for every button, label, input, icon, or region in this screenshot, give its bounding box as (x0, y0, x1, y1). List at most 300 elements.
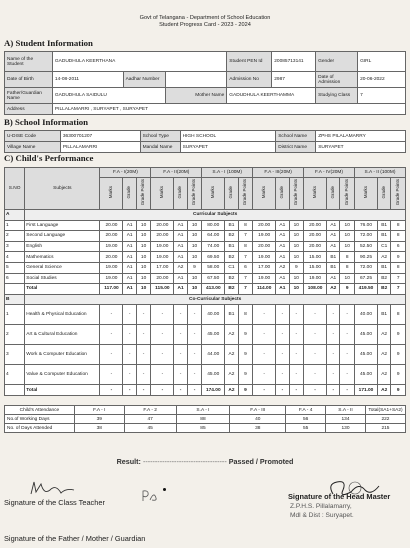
sub-header-text: Grade Points (191, 179, 197, 206)
row-no: 5 (5, 262, 25, 273)
score-cell: - (327, 305, 340, 325)
sno-header: S.NO (5, 168, 25, 210)
stamp-line-1: Z.P.H.S. Pillalamarry, (290, 503, 352, 510)
score-cell: A1 (123, 241, 136, 252)
total-row (5, 385, 406, 396)
score-cell: B2 (378, 284, 391, 295)
score-cell: 9 (391, 385, 406, 396)
score-cell: 8 (391, 220, 406, 231)
exam-header: F.A - IV(20M) (304, 168, 355, 178)
score-cell: A2 (378, 325, 391, 345)
score-cell: A2 (276, 262, 289, 273)
score-cell: 10 (340, 220, 355, 231)
section-label: Curricular Subjects (25, 210, 406, 221)
admission-no-label: Admission No (227, 72, 272, 88)
score-cell: - (289, 325, 304, 345)
sub-header-marks (100, 178, 123, 210)
score-cell: 17.00 (253, 262, 276, 273)
score-cell: A2 (378, 385, 391, 396)
score-cell: 9 (238, 385, 253, 396)
score-cell: - (100, 345, 123, 365)
attendance-value: 215 (365, 424, 405, 433)
score-cell: 19.00 (304, 273, 327, 284)
score-cell: 10 (289, 241, 304, 252)
score-cell: 52.50 (354, 241, 377, 252)
class-value: 7 (358, 88, 406, 104)
score-cell: - (289, 385, 304, 396)
score-cell: 10 (187, 220, 202, 231)
score-cell: 10 (187, 252, 202, 263)
sub-header-marks (354, 178, 377, 210)
section-letter: B (5, 294, 25, 305)
score-cell: 19.00 (253, 252, 276, 263)
score-cell: 9 (238, 365, 253, 385)
score-cell: - (289, 365, 304, 385)
score-cell: 10 (289, 220, 304, 231)
attendance-value: 38 (230, 424, 286, 433)
attendance-table (4, 405, 406, 433)
mandal-value: SURYAPET (180, 142, 276, 153)
score-cell: - (253, 385, 276, 396)
sub-header-points (238, 178, 253, 210)
score-cell: 174.00 (202, 385, 225, 396)
sub-header-text: Marks (260, 186, 266, 199)
score-cell: 108.00 (304, 284, 327, 295)
score-cell: 9 (391, 252, 406, 263)
score-cell: B1 (378, 220, 391, 231)
score-cell: 7 (391, 273, 406, 284)
village-label: Village Name (5, 142, 61, 153)
score-cell: - (174, 385, 187, 396)
score-cell: - (151, 305, 174, 325)
address-label: Address (5, 104, 53, 115)
score-cell: - (304, 365, 327, 385)
card-title: Student Progress Card - 2023 - 2024 (159, 22, 251, 28)
score-cell: 10 (136, 231, 151, 242)
subject-row (5, 241, 406, 252)
sub-header-text: Grade (126, 186, 132, 199)
student-info-table (4, 51, 406, 115)
score-cell: A1 (174, 241, 187, 252)
sub-header-points (289, 178, 304, 210)
score-cell: 67.25 (354, 273, 377, 284)
score-cell: 69.50 (202, 252, 225, 263)
attendance-column-header: S.A - I (176, 406, 230, 415)
score-cell: 19.00 (151, 252, 174, 263)
score-cell: - (187, 365, 202, 385)
score-cell: 44.00 (202, 345, 225, 365)
result-value: Passed / Promoted (228, 457, 294, 466)
performance-heading: C) Child's Performance (4, 153, 94, 163)
score-cell: - (123, 345, 136, 365)
head-master-signature: Signature of the Head Master (288, 492, 391, 501)
row-no: 1 (5, 305, 25, 325)
sub-header-text: Grade (228, 186, 234, 199)
attendance-column-header: Total(SA1+SA2) (365, 406, 405, 415)
score-cell: 10 (136, 241, 151, 252)
attendance-row-label: No.of Working Days (5, 415, 75, 424)
score-cell: 413.00 (202, 284, 225, 295)
score-cell: 74.00 (202, 241, 225, 252)
score-cell: 20.00 (100, 252, 123, 263)
sub-header-marks (202, 178, 225, 210)
score-cell: 10 (136, 273, 151, 284)
sub-header-grade (327, 178, 340, 210)
score-cell: A1 (123, 252, 136, 263)
dob-label: Date of Birth (5, 72, 53, 88)
sub-header-text: Grade Points (242, 179, 248, 206)
sub-header-text: Grade Points (343, 179, 349, 206)
score-cell: - (187, 345, 202, 365)
score-cell: 8 (391, 262, 406, 273)
score-cell: 7 (238, 284, 253, 295)
mandal-label: Mandal Name (140, 142, 180, 153)
gender-label: Gender (316, 52, 358, 72)
score-cell: A1 (276, 273, 289, 284)
score-cell: A2 (174, 262, 187, 273)
score-cell: 10 (187, 273, 202, 284)
score-cell: 19.00 (100, 262, 123, 273)
subject-row (5, 262, 406, 273)
village-value: PILLALAMARRI (60, 142, 140, 153)
attendance-value: 56 (286, 415, 326, 424)
student-info-heading: A) Student Information (4, 38, 93, 48)
row-no: 4 (5, 365, 25, 385)
score-cell: - (187, 385, 202, 396)
row-no: 1 (5, 220, 25, 231)
udise-label: U-DISE Code (5, 131, 61, 142)
dob-value: 14-08-2011 (52, 72, 123, 88)
pen-value: 20085713141 (272, 52, 316, 72)
score-cell: - (327, 325, 340, 345)
sub-header-points (340, 178, 355, 210)
subject-row (5, 305, 406, 325)
mother-name: GADUDHULA KEERTHAMMA (227, 88, 316, 104)
sub-header-text: Marks (209, 186, 215, 199)
attendance-row (5, 415, 406, 424)
score-cell: 10 (136, 252, 151, 263)
score-cell: 58.00 (202, 262, 225, 273)
score-cell: 45.00 (354, 325, 377, 345)
score-cell: 9 (238, 345, 253, 365)
admission-date-value: 20-06-2022 (358, 72, 406, 88)
score-cell: - (151, 365, 174, 385)
gender-value: GIRL (358, 52, 406, 72)
name-label: Name of the Student (5, 52, 53, 72)
sub-header-text: Grade (177, 186, 183, 199)
score-cell: - (136, 305, 151, 325)
attendance-column-header: F.A - I (74, 406, 124, 415)
score-cell: 7 (238, 252, 253, 263)
score-cell: - (327, 365, 340, 385)
sub-header-text: Marks (159, 186, 165, 199)
score-cell: B2 (225, 284, 238, 295)
score-cell: A1 (123, 273, 136, 284)
school-stamp (290, 502, 354, 520)
score-cell: - (174, 345, 187, 365)
score-cell: 45.00 (202, 325, 225, 345)
exam-header: F.A - I(20M) (100, 168, 151, 178)
score-cell: 20.00 (151, 231, 174, 242)
score-cell: - (174, 325, 187, 345)
school-type-value: HIGH SCHOOL (180, 131, 276, 142)
cocurricular-section-row (5, 294, 406, 305)
score-cell: 8 (391, 231, 406, 242)
sub-header-text: Grade Points (293, 179, 298, 206)
student-name: GADUDHULA KEERTHANA (52, 52, 226, 72)
subject-name: Art & Cultural Education (25, 325, 100, 345)
score-cell: B2 (378, 273, 391, 284)
attendance-value: 222 (365, 415, 405, 424)
score-cell: - (253, 345, 276, 365)
score-cell: - (253, 365, 276, 385)
score-cell: - (327, 345, 340, 365)
score-cell: 19.00 (100, 241, 123, 252)
parent-signature: Signature of the Father / Mother / Guardian (4, 534, 146, 543)
score-cell: - (289, 345, 304, 365)
score-cell: - (340, 325, 355, 345)
total-row (5, 284, 406, 295)
exam-header: F.A - II(20M) (151, 168, 202, 178)
score-cell: B1 (327, 252, 340, 263)
score-cell: 7 (238, 231, 253, 242)
score-cell: A2 (225, 385, 238, 396)
score-cell: B2 (225, 231, 238, 242)
class-teacher-signature: Signature of the Class Teacher (4, 498, 105, 507)
district-value: SURYAPET (316, 142, 406, 153)
score-cell: B1 (378, 262, 391, 273)
subject-row (5, 345, 406, 365)
sub-header-points (391, 178, 406, 210)
result-label: Result: (116, 457, 141, 466)
score-cell: 8 (340, 252, 355, 263)
score-cell: 20.00 (304, 220, 327, 231)
subject-row (5, 325, 406, 345)
attendance-value: 47 (124, 415, 176, 424)
score-cell: - (136, 385, 151, 396)
school-name-value: ZPHS PILALAMARRY (316, 131, 406, 142)
sub-header-text: Grade (279, 186, 285, 199)
subject-name: Social Studies (25, 273, 100, 284)
class-label: Studying Class (316, 88, 358, 104)
row-no: 2 (5, 325, 25, 345)
score-cell: A1 (276, 231, 289, 242)
teacher-signature-mark (28, 480, 78, 500)
score-cell: 20.00 (100, 220, 123, 231)
score-cell: - (174, 365, 187, 385)
subject-row (5, 220, 406, 231)
score-cell: - (253, 325, 276, 345)
row-no (5, 385, 25, 396)
pen-label: Student PEN Id (227, 52, 272, 72)
attendance-value: 88 (176, 415, 230, 424)
score-cell: - (276, 365, 289, 385)
sub-header-text: Grade Points (394, 179, 400, 206)
score-cell: A1 (276, 284, 289, 295)
score-cell: 9 (340, 284, 355, 295)
score-cell: 10 (340, 231, 355, 242)
attendance-heading: Child's Attendance (5, 406, 75, 415)
exam-header: S.A - I (100M) (202, 168, 253, 178)
score-cell: - (187, 305, 202, 325)
subject-row (5, 252, 406, 263)
udise-value: 36300701207 (60, 131, 140, 142)
sub-header-marks (304, 178, 327, 210)
subject-name: Mathematics (25, 252, 100, 263)
sub-header-points (187, 178, 202, 210)
score-cell: 20.00 (151, 273, 174, 284)
result-dashes: ----------------------------------- (142, 457, 227, 466)
score-cell: - (151, 325, 174, 345)
score-cell: 10 (289, 273, 304, 284)
score-cell: 20.00 (253, 220, 276, 231)
score-cell: - (304, 325, 327, 345)
score-cell: - (327, 385, 340, 396)
score-cell: 17.00 (151, 262, 174, 273)
score-cell: - (276, 325, 289, 345)
score-cell: C1 (378, 241, 391, 252)
father-name: GADUDHULA SAIDULU (52, 88, 165, 104)
score-cell: 20.00 (100, 231, 123, 242)
parent-signature-mark (140, 488, 160, 504)
score-cell: 8 (238, 305, 253, 325)
score-cell: A2 (327, 284, 340, 295)
score-cell: - (174, 305, 187, 325)
score-cell: - (100, 385, 123, 396)
score-cell: 9 (238, 325, 253, 345)
score-cell: - (123, 325, 136, 345)
attendance-value: 85 (176, 424, 230, 433)
score-cell: 67.50 (202, 273, 225, 284)
father-label: Father/Guardian Name (5, 88, 53, 104)
score-cell: B1 (225, 305, 238, 325)
attendance-value: 134 (326, 415, 366, 424)
score-cell: 6 (391, 241, 406, 252)
score-cell: A1 (174, 220, 187, 231)
sub-header-grade (225, 178, 238, 210)
sub-header-text: Grade (329, 186, 335, 199)
score-cell: 64.00 (202, 231, 225, 242)
sub-header-text: Marks (362, 186, 368, 199)
attendance-column-header: F.A - 2 (124, 406, 176, 415)
attendance-value: 38 (74, 424, 124, 433)
score-cell: 10 (136, 262, 151, 273)
sub-header-text: Marks (311, 186, 317, 199)
score-cell: 10 (289, 252, 304, 263)
school-info-heading: B) School Information (4, 117, 89, 127)
row-no: 3 (5, 241, 25, 252)
score-cell: - (100, 305, 123, 325)
score-cell: A2 (225, 365, 238, 385)
score-cell: 10 (187, 284, 202, 295)
subject-name: English (25, 241, 100, 252)
score-cell: 8 (238, 220, 253, 231)
score-cell: 20.00 (304, 241, 327, 252)
attendance-value: 45 (124, 424, 176, 433)
section-letter: A (5, 210, 25, 221)
score-cell: - (276, 305, 289, 325)
score-cell: - (304, 345, 327, 365)
district-label: District Name (276, 142, 316, 153)
score-cell: 10 (289, 284, 304, 295)
score-cell: A1 (276, 252, 289, 263)
score-cell: 10 (289, 231, 304, 242)
row-no: 3 (5, 345, 25, 365)
total-label: Total (25, 284, 100, 295)
score-cell: - (136, 345, 151, 365)
score-cell: 76.00 (354, 220, 377, 231)
exam-header: F.A - III(20M) (253, 168, 304, 178)
attendance-value: 55 (286, 424, 326, 433)
subject-name: Work & Computer Education (25, 345, 100, 365)
admission-date-label: Date of Admission (316, 72, 358, 88)
total-label: Total (25, 385, 100, 396)
score-cell: - (123, 385, 136, 396)
score-cell: - (123, 305, 136, 325)
attendance-value: 39 (74, 415, 124, 424)
score-cell: 15.00 (304, 262, 327, 273)
score-cell: 19.00 (100, 273, 123, 284)
score-cell: B2 (225, 252, 238, 263)
score-cell: B1 (378, 305, 391, 325)
score-cell: - (100, 325, 123, 345)
score-cell: 7 (238, 273, 253, 284)
score-cell: B1 (225, 241, 238, 252)
score-cell: 9 (391, 365, 406, 385)
score-cell: 7 (391, 284, 406, 295)
score-cell: 90.25 (354, 252, 377, 263)
score-cell: 10 (187, 231, 202, 242)
score-cell: A2 (378, 345, 391, 365)
score-cell: 10 (136, 284, 151, 295)
attendance-value: 130 (326, 424, 366, 433)
stamp-line-2: Mdl & Dist : Suryapet. (290, 512, 354, 519)
attendance-row-label: No. of Days Attended (5, 424, 75, 433)
score-cell: A2 (378, 365, 391, 385)
score-cell: - (304, 305, 327, 325)
sub-header-points (136, 178, 151, 210)
aadhar-value (165, 72, 227, 88)
sub-header-grade (276, 178, 289, 210)
result-line (0, 457, 410, 466)
curricular-section-row (5, 210, 406, 221)
performance-table (4, 167, 406, 396)
score-cell: - (151, 385, 174, 396)
score-cell: - (276, 345, 289, 365)
row-no: 6 (5, 273, 25, 284)
score-cell: 15.00 (304, 252, 327, 263)
subjects-header: Subjects (25, 168, 100, 210)
score-cell: 9 (187, 262, 202, 273)
score-cell: 9 (289, 262, 304, 273)
attendance-value: 40 (230, 415, 286, 424)
attendance-column-header: F.A - 4 (286, 406, 326, 415)
score-cell: - (136, 365, 151, 385)
score-cell: B1 (225, 220, 238, 231)
score-cell: - (276, 385, 289, 396)
score-cell: 8 (238, 241, 253, 252)
score-cell: - (340, 385, 355, 396)
score-cell: - (100, 365, 123, 385)
score-cell: - (340, 345, 355, 365)
score-cell: 19.00 (253, 231, 276, 242)
score-cell: 20.00 (304, 231, 327, 242)
score-cell: - (136, 325, 151, 345)
score-cell: 115.00 (151, 284, 174, 295)
score-cell: A1 (123, 262, 136, 273)
score-cell: 6 (238, 262, 253, 273)
attendance-row (5, 424, 406, 433)
